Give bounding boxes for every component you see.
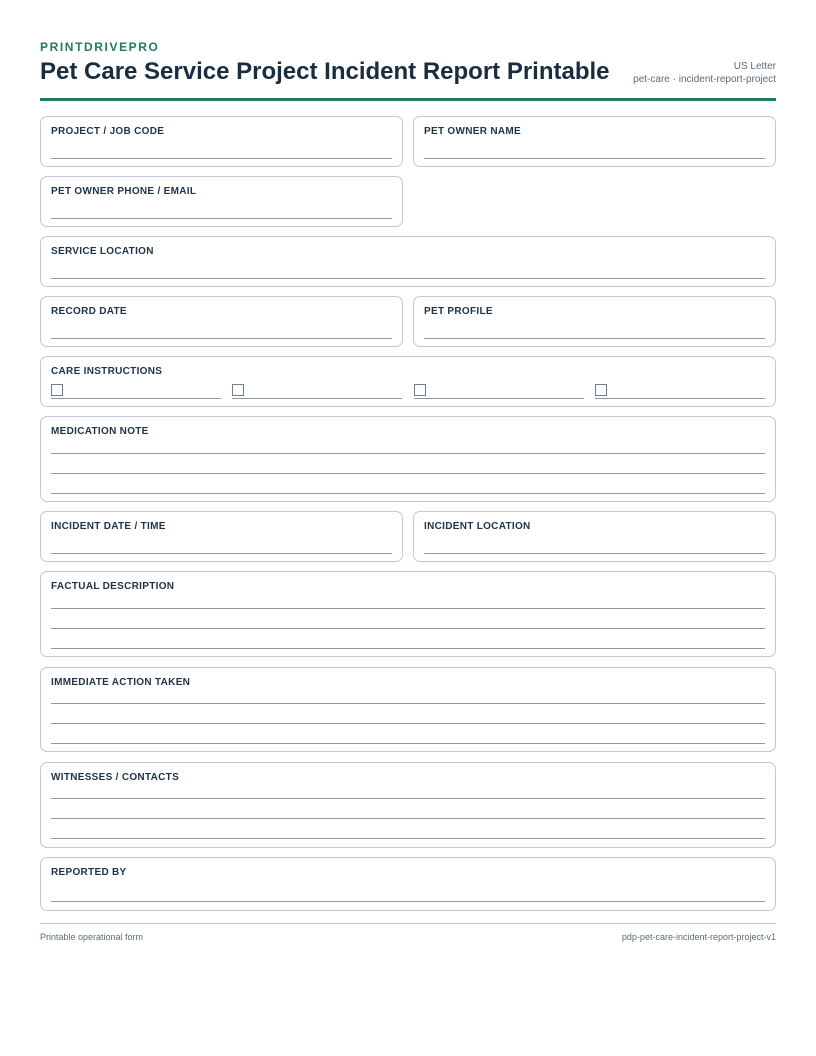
document-meta bbox=[633, 60, 776, 86]
incident-date-time-section bbox=[40, 511, 403, 562]
service-location-input-line[interactable] bbox=[51, 278, 765, 279]
care-instructions-section bbox=[40, 356, 776, 407]
incident-location-section bbox=[413, 511, 776, 562]
reported-by-input-line[interactable] bbox=[51, 901, 765, 902]
immediate-action-input-line[interactable] bbox=[51, 703, 765, 704]
footer-form-id: pdp-pet-care-incident-report-project-v1 bbox=[621, 932, 776, 942]
care-instruction-option bbox=[51, 383, 221, 399]
form-page bbox=[40, 40, 776, 101]
immediate-action-section bbox=[40, 667, 776, 752]
pet-owner-contact-section bbox=[40, 176, 403, 227]
factual-description-label: FACTUAL DESCRIPTION bbox=[51, 581, 175, 592]
witnesses-contacts-label: WITNESSES / CONTACTS bbox=[51, 772, 180, 783]
record-date-label: RECORD DATE bbox=[51, 306, 127, 317]
factual-description-input-line[interactable] bbox=[51, 648, 765, 649]
pet-owner-contact-label: PET OWNER PHONE / EMAIL bbox=[51, 186, 197, 197]
project-job-code-input-line[interactable] bbox=[51, 158, 392, 159]
witnesses-contacts-input-line[interactable] bbox=[51, 818, 765, 819]
pet-owner-contact-input-line[interactable] bbox=[51, 218, 392, 219]
service-location-label: SERVICE LOCATION bbox=[51, 246, 154, 257]
care-instruction-option bbox=[232, 383, 402, 399]
project-job-code-section bbox=[40, 116, 403, 167]
witnesses-contacts-section bbox=[40, 762, 776, 848]
paper-size: US Letter bbox=[733, 61, 776, 72]
factual-description-section bbox=[40, 571, 776, 657]
pet-profile-label: PET PROFILE bbox=[424, 306, 493, 317]
pet-owner-name-section bbox=[413, 116, 776, 167]
care-instruction-input-line[interactable] bbox=[595, 398, 765, 399]
medication-note-input-line[interactable] bbox=[51, 453, 765, 454]
service-location-section bbox=[40, 236, 776, 287]
record-date-section bbox=[40, 296, 403, 347]
pet-owner-name-label: PET OWNER NAME bbox=[424, 126, 521, 137]
page-title: Pet Care Service Project Incident Report Printable bbox=[40, 58, 610, 85]
care-instruction-input-line[interactable] bbox=[414, 398, 584, 399]
record-date-input-line[interactable] bbox=[51, 338, 392, 339]
witnesses-contacts-input-line[interactable] bbox=[51, 798, 765, 799]
pet-owner-name-input-line[interactable] bbox=[424, 158, 765, 159]
medication-note-input-line[interactable] bbox=[51, 493, 765, 494]
immediate-action-label: IMMEDIATE ACTION TAKEN bbox=[51, 677, 191, 688]
care-instruction-input-line[interactable] bbox=[51, 398, 221, 399]
pet-profile-input-line[interactable] bbox=[424, 338, 765, 339]
immediate-action-input-line[interactable] bbox=[51, 743, 765, 744]
immediate-action-input-line[interactable] bbox=[51, 723, 765, 724]
incident-date-time-input-line[interactable] bbox=[51, 553, 392, 554]
care-instruction-option bbox=[595, 383, 765, 399]
care-instruction-option bbox=[414, 383, 584, 399]
checkbox[interactable] bbox=[51, 384, 63, 396]
incident-location-input-line[interactable] bbox=[424, 553, 765, 554]
project-job-code-label: PROJECT / JOB CODE bbox=[51, 126, 165, 137]
care-instruction-input-line[interactable] bbox=[232, 398, 402, 399]
document-tags: pet-care · incident-report-project bbox=[633, 74, 776, 85]
medication-note-label: MEDICATION NOTE bbox=[51, 426, 149, 437]
incident-date-time-label: INCIDENT DATE / TIME bbox=[51, 521, 166, 532]
brand-name: PRINTDRIVEPRO bbox=[40, 40, 160, 54]
witnesses-contacts-input-line[interactable] bbox=[51, 838, 765, 839]
checkbox[interactable] bbox=[595, 384, 607, 396]
checkbox[interactable] bbox=[232, 384, 244, 396]
checkbox[interactable] bbox=[414, 384, 426, 396]
reported-by-label: REPORTED BY bbox=[51, 867, 127, 878]
factual-description-input-line[interactable] bbox=[51, 628, 765, 629]
reported-by-section bbox=[40, 857, 776, 911]
form-footer bbox=[40, 923, 776, 942]
form-header bbox=[40, 40, 776, 101]
incident-location-label: INCIDENT LOCATION bbox=[424, 521, 531, 532]
factual-description-input-line[interactable] bbox=[51, 608, 765, 609]
care-instructions-label: CARE INSTRUCTIONS bbox=[51, 366, 163, 377]
pet-profile-section bbox=[413, 296, 776, 347]
footer-form-type: Printable operational form bbox=[40, 932, 144, 942]
medication-note-input-line[interactable] bbox=[51, 473, 765, 474]
medication-note-section bbox=[40, 416, 776, 502]
